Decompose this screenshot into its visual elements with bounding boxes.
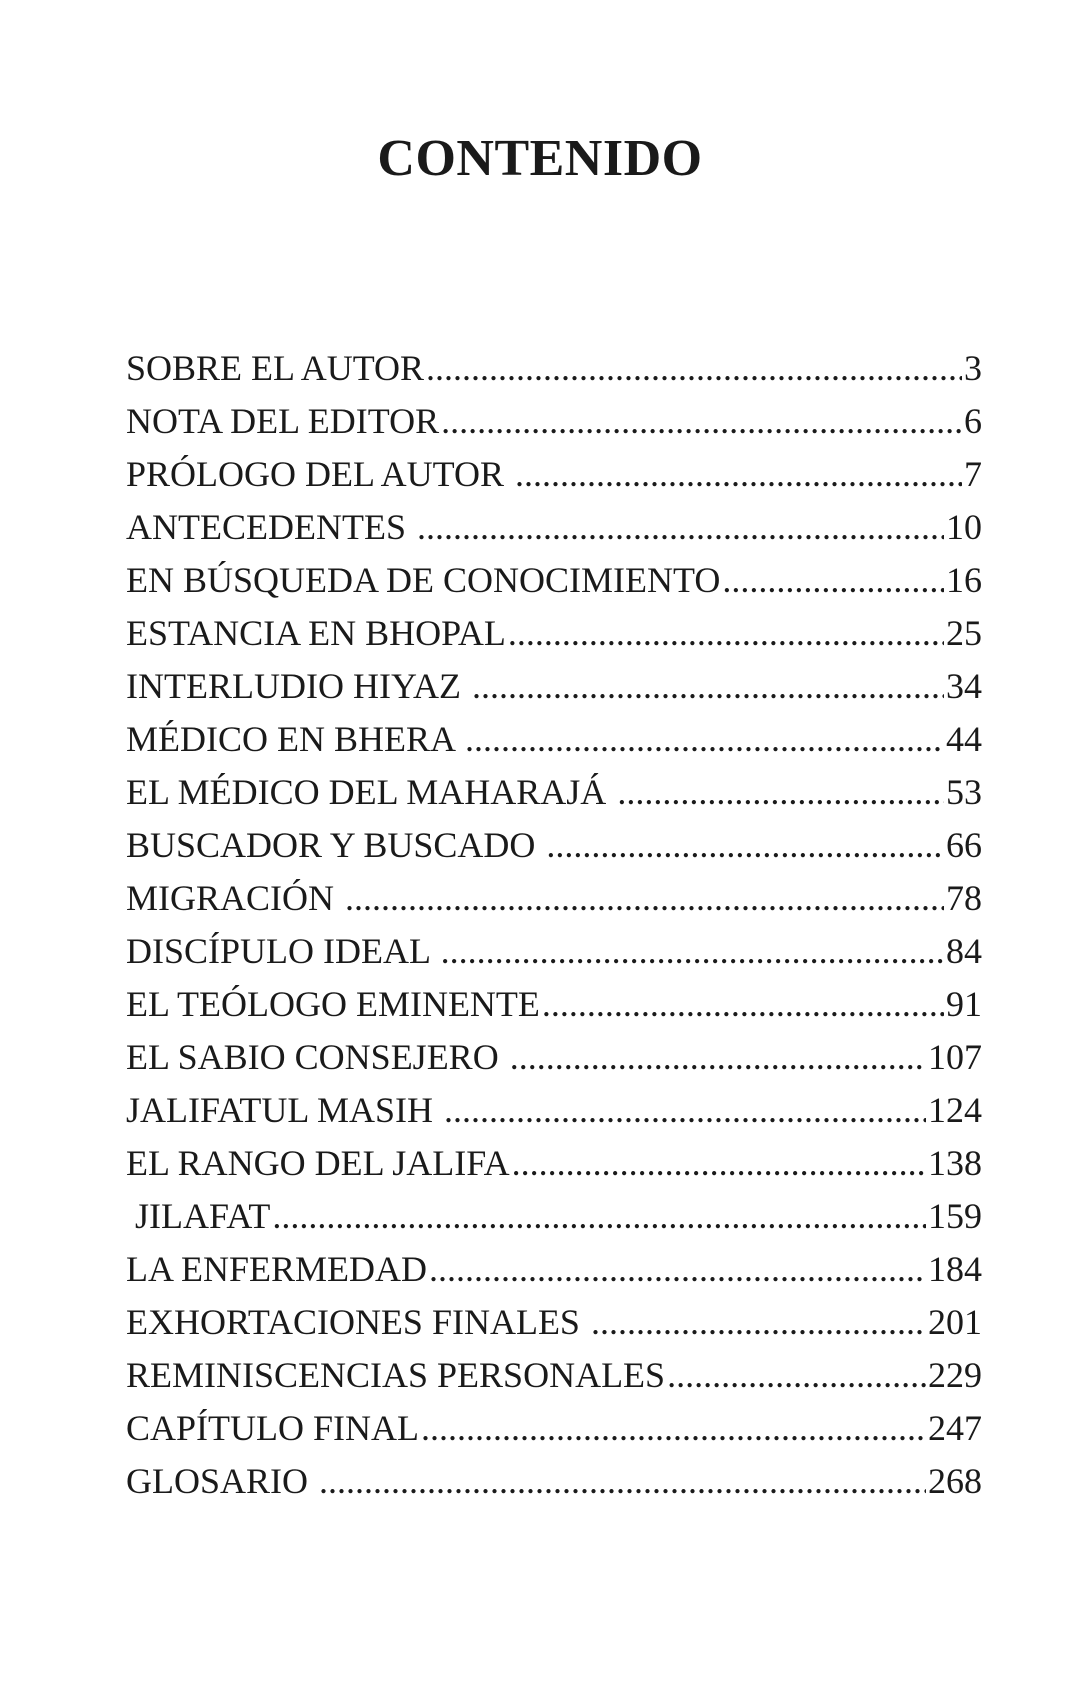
toc-entry-title: MÉDICO EN BHERA (126, 719, 464, 759)
toc-entry (126, 1243, 982, 1296)
toc-entry-page-number: 247 (928, 1408, 982, 1448)
toc-dot-leader (441, 395, 962, 448)
toc-entry (126, 872, 982, 925)
toc-entry (126, 501, 982, 554)
toc-dot-leader (515, 448, 962, 501)
toc-entry-title: MIGRACIÓN (126, 878, 344, 918)
toc-entry-page-number: 91 (946, 984, 982, 1024)
toc-dot-leader (591, 1296, 926, 1349)
toc-entry (126, 395, 982, 448)
toc-entry-title: GLOSARIO (126, 1461, 318, 1501)
toc-entry-page-number: 138 (928, 1143, 982, 1183)
toc-entry (126, 1455, 982, 1508)
toc-entry-title: NOTA DEL EDITOR (126, 401, 440, 441)
toc-entry (126, 819, 982, 872)
toc-entry (126, 1296, 982, 1349)
toc-entry (126, 925, 982, 978)
toc-entry (126, 1349, 982, 1402)
toc-entry-page-number: 3 (964, 348, 982, 388)
toc-entry-page-number: 229 (928, 1355, 982, 1395)
toc-entry (126, 1137, 982, 1190)
toc-dot-leader (472, 660, 944, 713)
toc-entry-title: ESTANCIA EN BHOPAL (126, 613, 506, 653)
toc-entry-title: REMINISCENCIAS PERSONALES (126, 1355, 666, 1395)
toc-dot-leader (319, 1455, 926, 1508)
toc-entry (126, 660, 982, 713)
toc-dot-leader (510, 1031, 926, 1084)
toc-entry-title: DISCÍPULO IDEAL (126, 931, 439, 971)
toc-entry-page-number: 159 (928, 1196, 982, 1236)
toc-entry (126, 1084, 982, 1137)
toc-entry-page-number: 34 (946, 666, 982, 706)
toc-entry-page-number: 201 (928, 1302, 982, 1342)
toc-dot-leader (546, 819, 944, 872)
toc-entry (126, 1031, 982, 1084)
toc-entry (126, 448, 982, 501)
toc-entry-title: SOBRE EL AUTOR (126, 348, 425, 388)
toc-entry-title: EXHORTACIONES FINALES (126, 1302, 589, 1342)
toc-dot-leader (272, 1190, 926, 1243)
toc-dot-leader (444, 1084, 926, 1137)
toc-dot-leader (345, 872, 944, 925)
toc-entry (126, 342, 982, 395)
toc-entry-title: EL MÉDICO DEL MAHARAJÁ (126, 772, 616, 812)
toc-entry (126, 713, 982, 766)
toc-dot-leader (542, 978, 944, 1031)
table-of-contents (126, 342, 982, 1508)
toc-dot-leader (512, 1137, 926, 1190)
toc-entry-title: PRÓLOGO DEL AUTOR (126, 454, 514, 494)
toc-entry (126, 1190, 982, 1243)
page-title: CONTENIDO (377, 130, 703, 187)
toc-entry-title: JILAFAT (126, 1196, 271, 1236)
toc-dot-leader (465, 713, 944, 766)
toc-entry-title: EL TEÓLOGO EMINENTE (126, 984, 540, 1024)
toc-entry-page-number: 44 (946, 719, 982, 759)
toc-entry-title: EL RANGO DEL JALIFA (126, 1143, 510, 1183)
toc-dot-leader (429, 1243, 926, 1296)
toc-entry-page-number: 7 (964, 454, 982, 494)
toc-entry-page-number: 184 (928, 1249, 982, 1289)
toc-entry-page-number: 124 (928, 1090, 982, 1130)
toc-entry (126, 766, 982, 819)
toc-entry-page-number: 25 (946, 613, 982, 653)
toc-entry-page-number: 66 (946, 825, 982, 865)
toc-entry (126, 978, 982, 1031)
toc-dot-leader (426, 342, 962, 395)
toc-entry-title: JALIFATUL MASIH (126, 1090, 443, 1130)
toc-entry-title: EN BÚSQUEDA DE CONOCIMIENTO (126, 560, 721, 600)
toc-entry-page-number: 268 (928, 1461, 982, 1501)
toc-dot-leader (508, 607, 944, 660)
toc-entry (126, 554, 982, 607)
toc-dot-leader (417, 501, 944, 554)
toc-dot-leader (667, 1349, 926, 1402)
toc-entry (126, 607, 982, 660)
toc-dot-leader (441, 925, 944, 978)
toc-entry-page-number: 107 (928, 1037, 982, 1077)
toc-entry-title: LA ENFERMEDAD (126, 1249, 428, 1289)
toc-entry-page-number: 16 (946, 560, 982, 600)
toc-entry-title: BUSCADOR Y BUSCADO (126, 825, 545, 865)
toc-dot-leader (617, 766, 944, 819)
toc-entry-page-number: 6 (964, 401, 982, 441)
toc-entry-page-number: 84 (946, 931, 982, 971)
toc-entry-title: INTERLUDIO HIYAZ (126, 666, 470, 706)
toc-entry-page-number: 53 (946, 772, 982, 812)
toc-entry-title: CAPÍTULO FINAL (126, 1408, 419, 1448)
toc-dot-leader (722, 554, 944, 607)
toc-entry (126, 1402, 982, 1455)
toc-entry-title: ANTECEDENTES (126, 507, 415, 547)
toc-entry-page-number: 10 (946, 507, 982, 547)
toc-entry-title: EL SABIO CONSEJERO (126, 1037, 508, 1077)
toc-dot-leader (421, 1402, 926, 1455)
toc-entry-page-number: 78 (946, 878, 982, 918)
